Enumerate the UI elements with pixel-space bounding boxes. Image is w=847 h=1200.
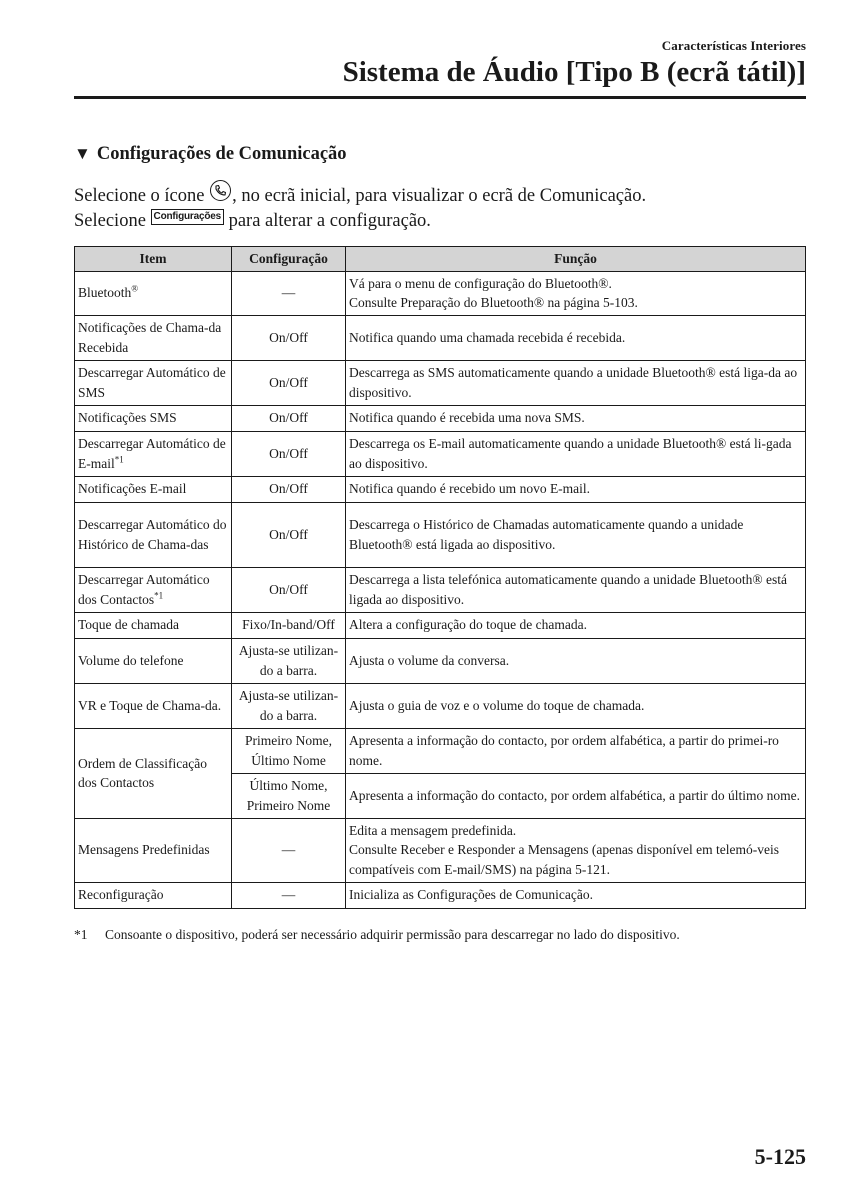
function-cell	[346, 819, 806, 883]
item-cell: Notificações E-mail	[75, 477, 232, 503]
item-superscript: *1	[154, 590, 164, 600]
config-cell: On/Off	[232, 316, 346, 361]
intro-line-2-after: para alterar a configuração.	[228, 211, 431, 231]
header-divider	[74, 96, 806, 99]
table-header-row	[75, 247, 806, 272]
function-cell: Inicializa as Configurações de Comunicação.	[346, 883, 806, 909]
table-row	[75, 613, 806, 639]
table-row	[75, 361, 806, 406]
footnote	[74, 927, 680, 943]
config-cell: On/Off	[232, 568, 346, 613]
item-cell: Reconfiguração	[75, 883, 232, 909]
item-cell: Ordem de Classificação dos Contactos	[75, 729, 232, 819]
config-cell: Último Nome, Primeiro Nome	[232, 774, 346, 819]
function-cell: Descarrega os E-mail automaticamente quando a unidade Bluetooth® está li-gada ao dispositivo.	[346, 432, 806, 477]
page-title: Sistema de Áudio [Tipo B (ecrã tátil)]	[342, 56, 806, 88]
item-cell: Descarregar Automático de SMS	[75, 361, 232, 406]
item-text: Descarregar Automático dos Contactos	[78, 572, 210, 607]
table-row	[75, 883, 806, 909]
function-cell: Descarrega as SMS automaticamente quando a unidade Bluetooth® está liga-da ao dispositivo.	[346, 361, 806, 406]
item-cell: VR e Toque de Chama-da.	[75, 684, 232, 729]
function-cell: Notifica quando é recebida uma nova SMS.	[346, 406, 806, 432]
item-cell	[75, 568, 232, 613]
item-cell: Mensagens Predefinidas	[75, 819, 232, 883]
section-heading-text: Configurações de Comunicação	[96, 144, 347, 164]
function-cell: Ajusta o guia de voz e o volume do toque de chamada.	[346, 684, 806, 729]
table-row	[75, 684, 806, 729]
table-row	[75, 477, 806, 503]
function-cell: Descarrega o Histórico de Chamadas automaticamente quando a unidade Bluetooth® está ligada ao dispositivo.	[346, 503, 806, 568]
item-text: Descarregar Automático de E-mail	[78, 436, 226, 471]
table-row	[75, 503, 806, 568]
intro-line-1-after: , no ecrã inicial, para visualizar o ecrã de Comunicação.	[232, 186, 647, 206]
config-cell: —	[232, 272, 346, 316]
item-text: Bluetooth	[78, 285, 132, 301]
footnote-text: Consoante o dispositivo, poderá ser necessário adquirir permissão para descarregar no lado do dispositivo.	[105, 927, 680, 942]
intro-line-2-before: Selecione	[74, 211, 146, 231]
table-row	[75, 568, 806, 613]
table-row	[75, 819, 806, 883]
config-cell: On/Off	[232, 361, 346, 406]
function-cell: Notifica quando uma chamada recebida é recebida.	[346, 316, 806, 361]
function-cell: Descarrega a lista telefónica automaticamente quando a unidade Bluetooth® está ligada ao dispositivo.	[346, 568, 806, 613]
config-cell: On/Off	[232, 503, 346, 568]
item-cell: Volume do telefone	[75, 639, 232, 684]
function-cell: Ajusta o volume da conversa.	[346, 639, 806, 684]
column-header-item: Item	[75, 247, 232, 272]
triangle-marker-icon: ▼	[74, 144, 91, 163]
table-row	[75, 316, 806, 361]
item-superscript: *1	[114, 454, 124, 464]
item-cell	[75, 432, 232, 477]
intro-line-1	[74, 184, 646, 209]
config-cell: —	[232, 819, 346, 883]
table-row	[75, 272, 806, 316]
item-cell: Notificações SMS	[75, 406, 232, 432]
function-cell: Altera a configuração do toque de chamada.	[346, 613, 806, 639]
page-number: 5-125	[754, 1144, 806, 1169]
item-superscript: ®	[131, 283, 139, 294]
configuracoes-button-label: Configurações	[151, 209, 224, 225]
config-cell: Primeiro Nome, Último Nome	[232, 729, 346, 774]
item-cell: Toque de chamada	[75, 613, 232, 639]
header-section-label: Características Interiores	[661, 38, 806, 53]
table-row	[75, 406, 806, 432]
column-header-function: Função	[346, 247, 806, 272]
phone-icon	[210, 180, 231, 201]
item-cell	[75, 272, 232, 316]
function-cell: Apresenta a informação do contacto, por ordem alfabética, a partir do primei-ro nome.	[346, 729, 806, 774]
config-cell: On/Off	[232, 406, 346, 432]
config-cell: Ajusta-se utilizan-do a barra.	[232, 684, 346, 729]
function-cell	[346, 272, 806, 316]
config-cell: Fixo/In-band/Off	[232, 613, 346, 639]
function-cell: Notifica quando é recebido um novo E-mail.	[346, 477, 806, 503]
config-cell: On/Off	[232, 477, 346, 503]
function-line: Vá para o menu de configuração do Bluetooth®.	[349, 275, 612, 291]
table-row	[75, 729, 806, 774]
config-cell: —	[232, 883, 346, 909]
intro-line-2	[74, 209, 646, 234]
function-cell: Apresenta a informação do contacto, por ordem alfabética, a partir do último nome.	[346, 774, 806, 819]
item-cell: Notificações de Chama-da Recebida	[75, 316, 232, 361]
section-heading	[74, 144, 347, 165]
function-line: Consulte Preparação do Bluetooth® na página 5-103.	[349, 295, 638, 310]
communication-settings-table	[74, 246, 806, 909]
column-header-configuration: Configuração	[232, 247, 346, 272]
table-row	[75, 639, 806, 684]
item-cell: Descarregar Automático do Histórico de Chama-das	[75, 503, 232, 568]
table-row	[75, 432, 806, 477]
config-cell: Ajusta-se utilizan-do a barra.	[232, 639, 346, 684]
function-line: Consulte Receber e Responder a Mensagens (apenas disponível em telemó-veis compatíveis com E-mail/SMS) na página 5-121.	[349, 842, 779, 877]
config-cell: On/Off	[232, 432, 346, 477]
function-line: Edita a mensagem predefinida.	[349, 822, 517, 838]
intro-paragraph	[74, 184, 646, 234]
intro-line-1-before: Selecione o ícone	[74, 186, 205, 206]
footnote-mark: *1	[74, 927, 88, 942]
